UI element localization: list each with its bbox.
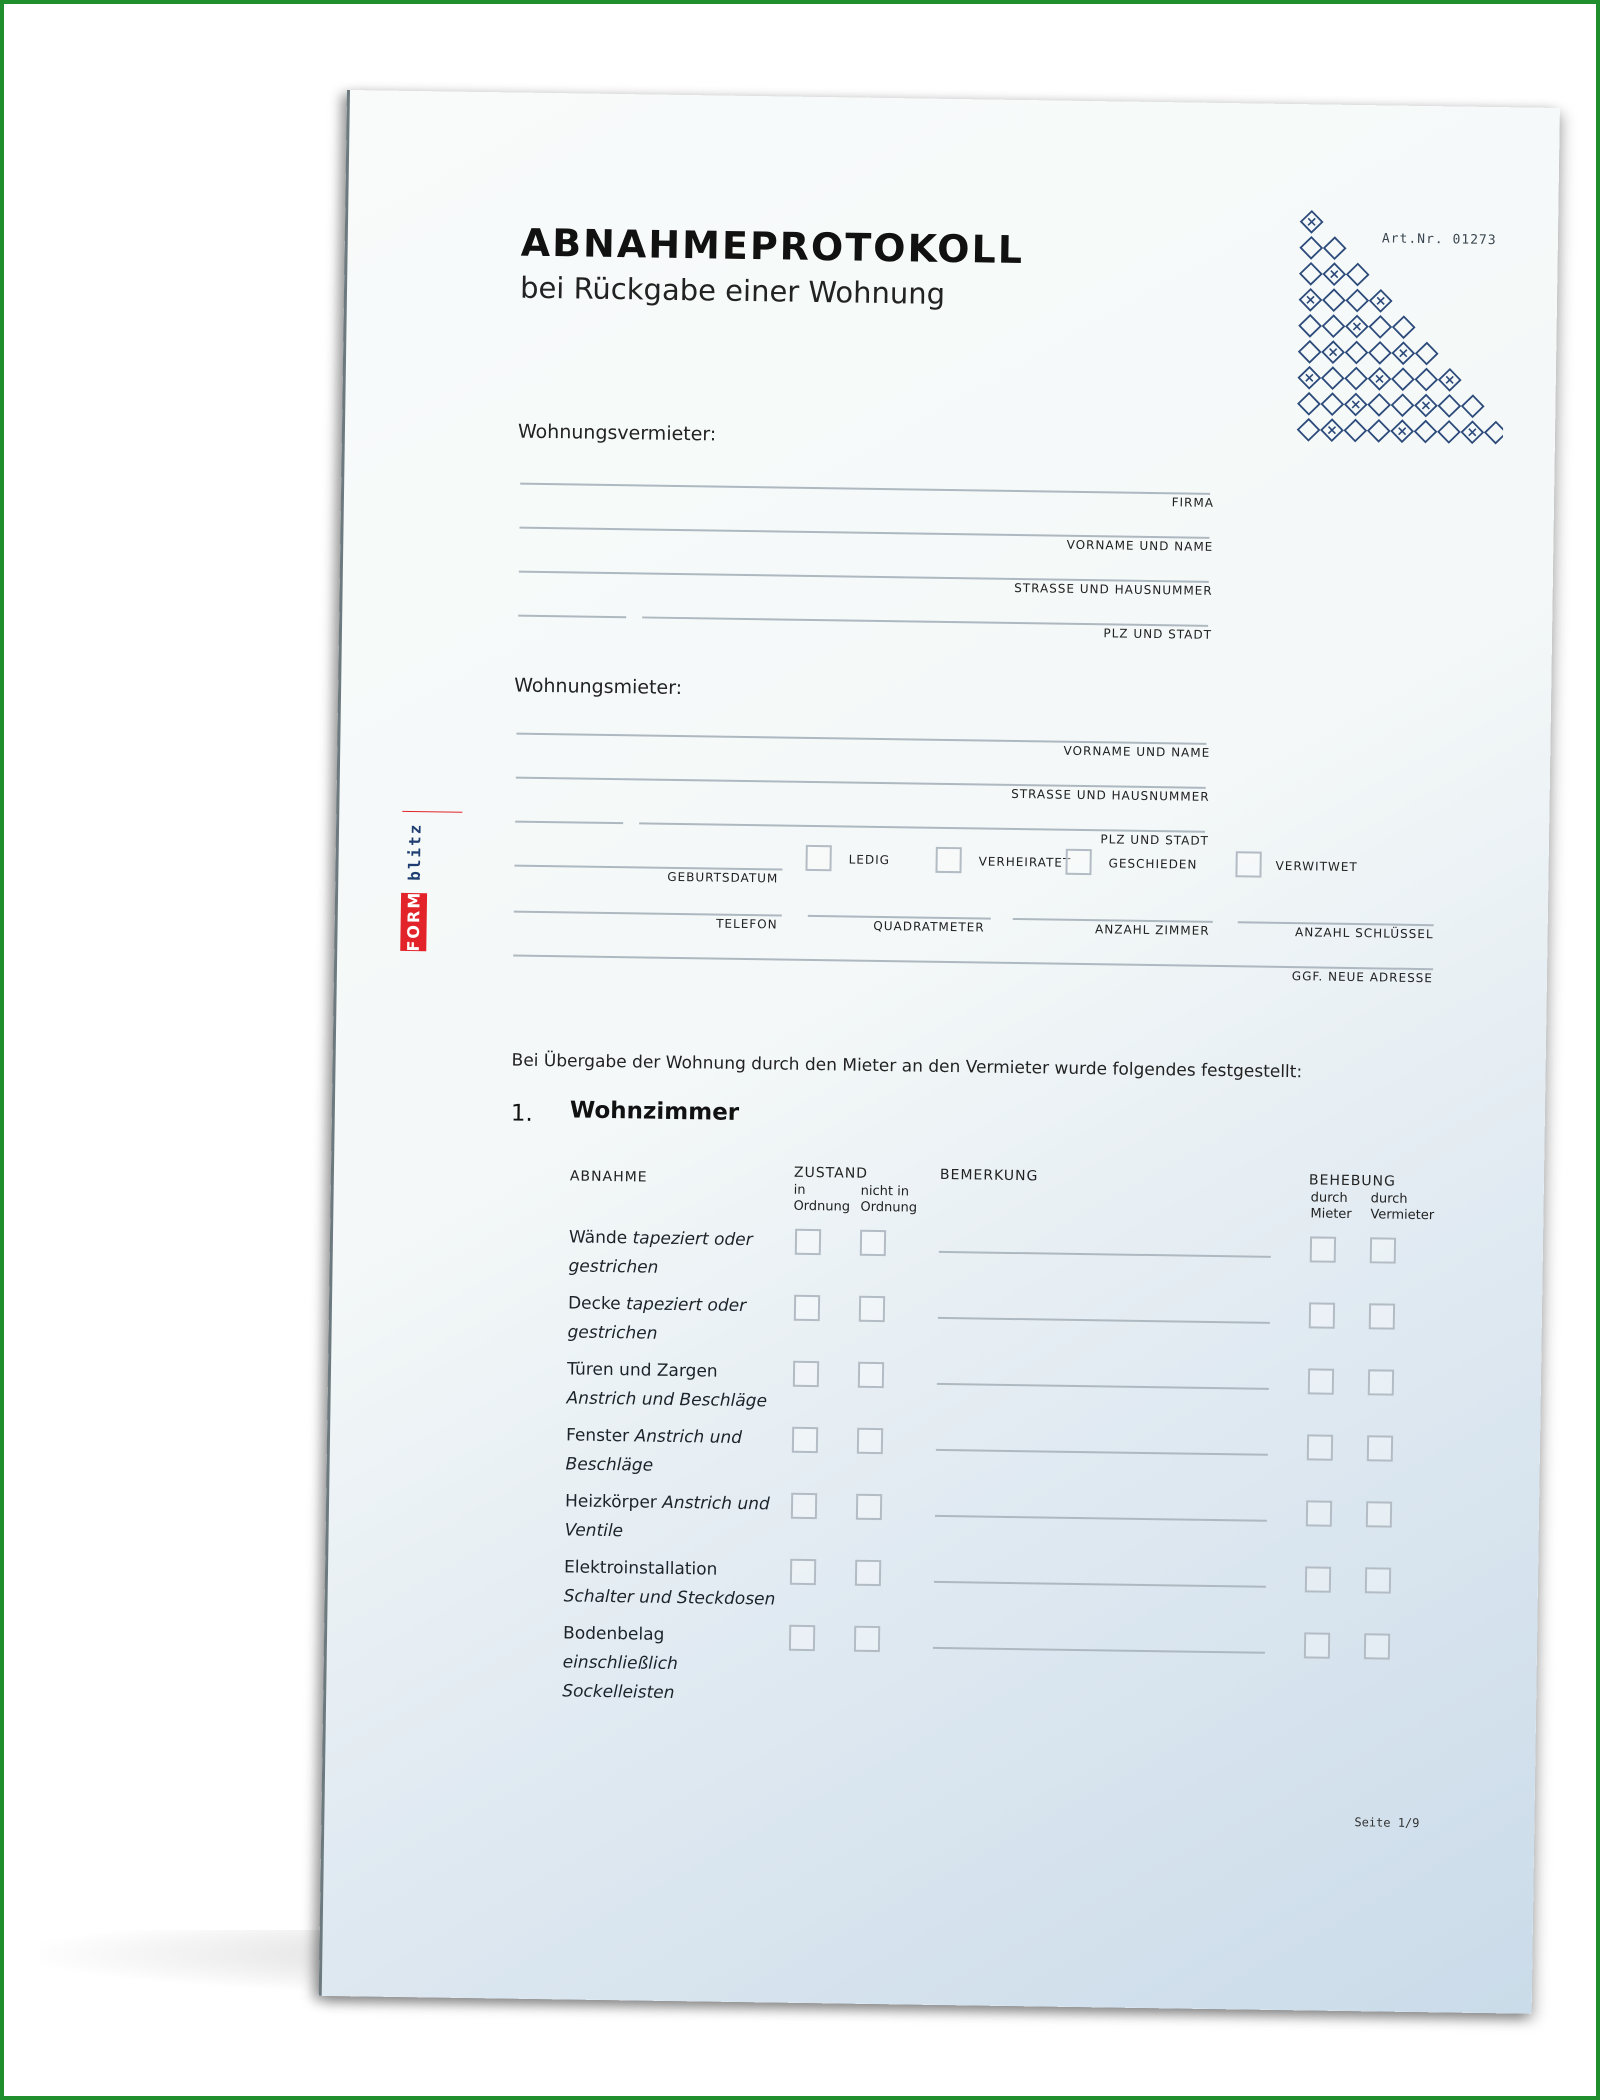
checkbox-durch-mieter[interactable] <box>1306 1500 1332 1526</box>
landlord-street-caption: STRASSE UND HAUSNUMMER <box>1014 580 1213 598</box>
pattern-checkbox <box>1370 290 1392 312</box>
checkbox-geschieden[interactable] <box>1065 849 1091 875</box>
birthdate-caption: GEBURTSDATUM <box>667 869 779 886</box>
checkbox-durch-mieter[interactable] <box>1304 1632 1330 1658</box>
checkbox-in-ordnung[interactable] <box>793 1361 819 1387</box>
landlord-firma-line[interactable] <box>520 483 1210 495</box>
document-title: ABNAHMEPROTOKOLL <box>520 220 1025 273</box>
pattern-checkbox <box>1370 316 1392 338</box>
section-number: 1. <box>510 1100 533 1127</box>
pattern-checkbox <box>1298 393 1320 415</box>
checkbox-in-ordnung[interactable] <box>791 1493 817 1519</box>
pattern-checkbox <box>1368 394 1390 416</box>
header-durch-mieter: durch Mieter <box>1310 1190 1352 1223</box>
checkbox-verheiratet[interactable] <box>935 847 961 873</box>
pattern-checkbox <box>1438 421 1460 443</box>
pattern-checkbox <box>1321 419 1343 441</box>
intro-text: Bei Übergabe der Wohnung durch den Mieter an den Vermieter wurde folgendes festgestellt: <box>511 1050 1303 1083</box>
pattern-checkbox <box>1299 315 1321 337</box>
pattern-checkbox <box>1322 341 1344 363</box>
pattern-checkbox <box>1323 289 1345 311</box>
checkbox-durch-mieter[interactable] <box>1305 1566 1331 1592</box>
pattern-checkbox <box>1369 342 1391 364</box>
item-main: Bodenbelag <box>562 1623 665 1645</box>
header-bemerkung: BEMERKUNG <box>939 1166 1039 1185</box>
landlord-firma-caption: FIRMA <box>1171 495 1215 510</box>
item-label <box>567 1289 788 1350</box>
item-detail: Anstrich und Beschläge <box>565 1426 743 1476</box>
header-abnahme: ABNAHME <box>569 1168 648 1186</box>
checkbox-nicht-in-ordnung[interactable] <box>854 1626 880 1652</box>
ledig-label: LEDIG <box>848 852 891 868</box>
tenant-street-line[interactable] <box>516 777 1206 789</box>
formblitz-logo <box>400 811 428 951</box>
bemerkung-line[interactable] <box>934 1581 1266 1588</box>
item-label <box>565 1421 786 1482</box>
checkbox-pattern-graphic <box>1291 204 1507 457</box>
logo-form: FORM <box>403 890 424 952</box>
pattern-checkbox <box>1301 237 1323 259</box>
pattern-checkbox <box>1300 263 1322 285</box>
phone-line[interactable] <box>514 911 782 917</box>
phone-caption: TELEFON <box>716 916 778 932</box>
item-detail: tapeziert oder gestrichen <box>568 1228 753 1278</box>
checkbox-durch-vermieter[interactable] <box>1365 1567 1391 1593</box>
tenant-name-line[interactable] <box>516 733 1206 745</box>
pattern-checkbox <box>1416 343 1438 365</box>
bemerkung-line[interactable] <box>938 1317 1270 1324</box>
item-main: Elektroinstallation <box>563 1557 718 1580</box>
item-label <box>564 1487 785 1548</box>
tenant-zip-line[interactable] <box>515 821 623 825</box>
pattern-checkbox <box>1462 395 1484 417</box>
checkbox-nicht-in-ordnung[interactable] <box>858 1362 884 1388</box>
pattern-checkbox <box>1324 237 1346 259</box>
checkbox-nicht-in-ordnung[interactable] <box>860 1230 886 1256</box>
checkbox-durch-vermieter[interactable] <box>1370 1237 1396 1263</box>
checkbox-ledig[interactable] <box>805 845 831 871</box>
item-detail: Anstrich und Ventile <box>564 1492 770 1542</box>
checkbox-nicht-in-ordnung[interactable] <box>859 1296 885 1322</box>
pattern-checkbox <box>1462 421 1484 443</box>
bemerkung-line[interactable] <box>935 1515 1267 1522</box>
item-main: Türen und Zargen <box>566 1359 718 1382</box>
item-label <box>563 1553 784 1614</box>
pattern-checkbox <box>1301 211 1323 233</box>
checkbox-nicht-in-ordnung[interactable] <box>855 1560 881 1586</box>
pattern-checkbox <box>1346 342 1368 364</box>
sqm-caption: QUADRATMETER <box>873 918 985 935</box>
header-durch-vermieter: durch Vermieter <box>1370 1191 1435 1224</box>
header-behebung: BEHEBUNG <box>1308 1172 1397 1190</box>
item-label <box>566 1355 787 1416</box>
pattern-checkbox <box>1347 264 1369 286</box>
checkbox-durch-mieter[interactable] <box>1307 1434 1333 1460</box>
birthdate-line[interactable] <box>514 865 782 871</box>
item-detail: einschließlich Sockelleisten <box>562 1652 678 1704</box>
pattern-checkbox <box>1322 393 1344 415</box>
pattern-checkbox <box>1392 368 1414 390</box>
item-label <box>562 1619 783 1709</box>
pattern-checkbox <box>1415 421 1437 443</box>
pattern-checkbox <box>1485 422 1506 444</box>
pattern-checkbox <box>1368 420 1390 442</box>
pattern-checkbox <box>1345 394 1367 416</box>
landlord-street-line[interactable] <box>519 571 1209 583</box>
document-subtitle: bei Rückgabe einer Wohnung <box>519 270 946 311</box>
checkbox-in-ordnung[interactable] <box>789 1625 815 1651</box>
item-detail: Schalter und Steckdosen <box>563 1586 776 1610</box>
pattern-checkbox <box>1393 316 1415 338</box>
new-address-line[interactable] <box>513 955 1433 971</box>
page-number: Seite 1/9 <box>1354 1815 1420 1831</box>
pattern-checkbox <box>1369 368 1391 390</box>
header-zustand: ZUSTAND <box>793 1164 869 1182</box>
new-address-caption: GGF. NEUE ADRESSE <box>1291 969 1434 986</box>
geschieden-label: GESCHIEDEN <box>1108 856 1198 872</box>
item-main: Decke <box>567 1293 621 1315</box>
pattern-checkbox <box>1324 263 1346 285</box>
pattern-checkbox <box>1346 316 1368 338</box>
pattern-checkbox <box>1323 315 1345 337</box>
bemerkung-line[interactable] <box>937 1383 1269 1390</box>
checkbox-durch-vermieter[interactable] <box>1364 1633 1390 1659</box>
pattern-checkbox <box>1439 395 1461 417</box>
checkbox-in-ordnung[interactable] <box>790 1559 816 1585</box>
checkbox-in-ordnung[interactable] <box>792 1427 818 1453</box>
landlord-zip-city-caption: PLZ UND STADT <box>1103 626 1213 642</box>
tenant-street-caption: STRASSE UND HAUSNUMMER <box>1011 786 1210 804</box>
landlord-label: Wohnungsvermieter: <box>517 420 717 446</box>
keys-caption: ANZAHL SCHLÜSSEL <box>1294 925 1434 942</box>
checkbox-durch-mieter[interactable] <box>1308 1368 1334 1394</box>
landlord-name-line[interactable] <box>520 527 1210 539</box>
tenant-zip-city-caption: PLZ UND STADT <box>1100 832 1210 848</box>
checkbox-verwitwet[interactable] <box>1235 851 1261 877</box>
item-main: Wände <box>568 1227 628 1249</box>
pattern-checkbox <box>1299 341 1321 363</box>
bemerkung-line[interactable] <box>936 1449 1268 1456</box>
pattern-checkbox <box>1393 342 1415 364</box>
header-nicht-in-ordnung: nicht in Ordnung <box>860 1183 918 1216</box>
pattern-checkbox <box>1392 394 1414 416</box>
pattern-checkbox <box>1347 290 1369 312</box>
header-in-ordnung: in Ordnung <box>793 1182 851 1215</box>
item-main: Fenster <box>565 1425 630 1447</box>
item-main: Heizkörper <box>564 1491 657 1513</box>
verwitwet-label: VERWITWET <box>1275 858 1358 875</box>
checkbox-nicht-in-ordnung[interactable] <box>857 1428 883 1454</box>
pattern-checkbox <box>1300 289 1322 311</box>
checkbox-durch-vermieter[interactable] <box>1366 1501 1392 1527</box>
checkbox-in-ordnung[interactable] <box>794 1295 820 1321</box>
landlord-name-caption: VORNAME UND NAME <box>1066 537 1214 554</box>
pattern-checkbox <box>1345 368 1367 390</box>
item-detail: tapeziert oder gestrichen <box>567 1294 747 1344</box>
pattern-checkbox <box>1415 395 1437 417</box>
section-title: Wohnzimmer <box>569 1097 740 1126</box>
rooms-caption: ANZAHL ZIMMER <box>1094 922 1210 938</box>
checkbox-durch-vermieter[interactable] <box>1368 1369 1394 1395</box>
item-detail: Anstrich und Beschläge <box>566 1388 768 1412</box>
tenant-name-caption: VORNAME UND NAME <box>1063 743 1211 760</box>
pattern-checkbox <box>1345 420 1367 442</box>
checkbox-durch-vermieter[interactable] <box>1367 1435 1393 1461</box>
bemerkung-line[interactable] <box>933 1647 1265 1654</box>
checkbox-durch-vermieter[interactable] <box>1369 1303 1395 1329</box>
item-label <box>568 1223 789 1284</box>
pattern-checkbox <box>1299 367 1321 389</box>
logo-blitz: blitz <box>404 822 425 881</box>
pattern-checkbox <box>1298 419 1320 441</box>
document-page <box>319 90 1560 2014</box>
checkbox-durch-mieter[interactable] <box>1310 1236 1336 1262</box>
checkbox-durch-mieter[interactable] <box>1309 1302 1335 1328</box>
pattern-checkbox <box>1322 367 1344 389</box>
bemerkung-line[interactable] <box>939 1251 1271 1258</box>
landlord-city-line[interactable] <box>642 616 1208 626</box>
pattern-checkbox <box>1391 420 1413 442</box>
verheiratet-label: VERHEIRATET <box>978 854 1072 870</box>
article-number: Art.Nr. 01273 <box>1381 231 1497 249</box>
pattern-checkbox <box>1416 369 1438 391</box>
logo-text <box>404 805 425 951</box>
pattern-checkbox <box>1439 369 1461 391</box>
checkbox-nicht-in-ordnung[interactable] <box>856 1494 882 1520</box>
landlord-zip-line[interactable] <box>518 615 626 619</box>
tenant-city-line[interactable] <box>639 822 1205 832</box>
checkbox-in-ordnung[interactable] <box>795 1229 821 1255</box>
tenant-label: Wohnungsmieter: <box>514 674 683 700</box>
